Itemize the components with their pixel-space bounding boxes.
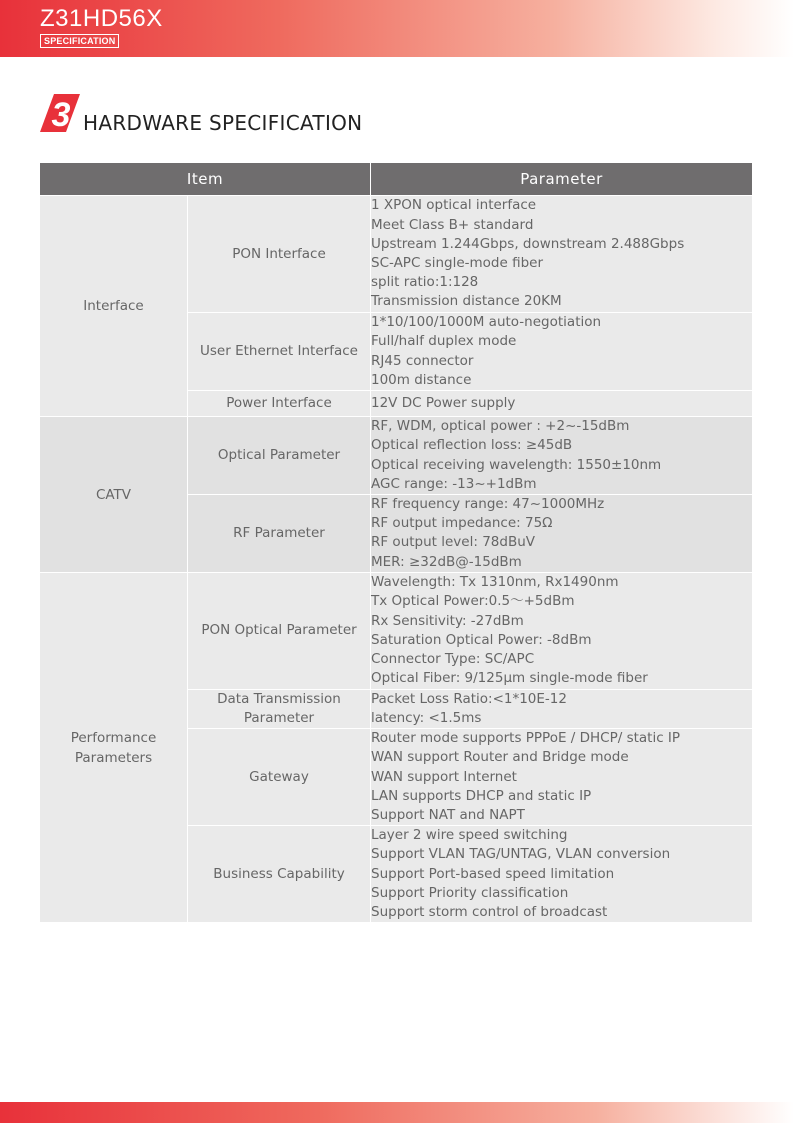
param-line: latency: <1.5ms bbox=[371, 710, 482, 727]
param-line: Tx Optical Power:0.5～+5dBm bbox=[371, 593, 575, 610]
param-line: Upstream 1.244Gbps, downstream 2.488Gbps bbox=[371, 235, 685, 252]
param-line: Support Priority classification bbox=[371, 884, 569, 901]
param-line: RF frequency range: 47~1000MHz bbox=[371, 496, 605, 513]
table-row bbox=[40, 572, 753, 689]
param-line: Rx Sensitivity: -27dBm bbox=[371, 612, 524, 629]
item-user-ethernet-interface: User Ethernet Interface bbox=[188, 313, 371, 391]
param-line: Support VLAN TAG/UNTAG, VLAN conversion bbox=[371, 846, 671, 863]
table-row bbox=[40, 196, 753, 313]
params-user-ethernet-interface bbox=[371, 313, 753, 391]
param-line: WAN support Router and Bridge mode bbox=[371, 749, 629, 766]
params-pon-optical-parameter bbox=[371, 572, 753, 689]
item-business-capability: Business Capability bbox=[188, 826, 371, 923]
params-pon-interface bbox=[371, 196, 753, 313]
param-line: WAN support Internet bbox=[371, 768, 517, 785]
param-line: Router mode supports PPPoE / DHCP/ static IP bbox=[371, 730, 681, 747]
param-line: Full/half duplex mode bbox=[371, 333, 517, 350]
model-name: Z31HD56X bbox=[40, 5, 163, 32]
param-line: Support NAT and NAPT bbox=[371, 807, 525, 824]
item-gateway: Gateway bbox=[188, 729, 371, 826]
table-header-row bbox=[40, 163, 753, 196]
param-line: RF, WDM, optical power : +2~-15dBm bbox=[371, 418, 630, 435]
footer-band bbox=[0, 1102, 794, 1123]
param-line: RF output impedance: 75Ω bbox=[371, 515, 553, 532]
params-business-capability bbox=[371, 826, 753, 923]
param-line: LAN supports DHCP and static IP bbox=[371, 787, 592, 804]
param-line: Support storm control of broadcast bbox=[371, 904, 608, 921]
param-line: Packet Loss Ratio:<1*10E-12 bbox=[371, 690, 567, 707]
param-line: Meet Class B+ standard bbox=[371, 216, 534, 233]
table-row bbox=[40, 417, 753, 495]
item-line: Parameter bbox=[243, 710, 315, 727]
section-title: HARDWARE SPECIFICATION bbox=[83, 111, 363, 135]
param-line: Optical reflection loss: ≥45dB bbox=[371, 437, 573, 454]
category-line: Parameters bbox=[74, 749, 153, 766]
params-power-interface bbox=[371, 391, 753, 417]
params-data-transmission-parameter bbox=[371, 689, 753, 728]
params-gateway bbox=[371, 729, 753, 826]
params-optical-parameter bbox=[371, 417, 753, 495]
specification-tag: SPECIFICATION bbox=[40, 34, 119, 48]
category-interface: Interface bbox=[40, 196, 188, 417]
item-pon-optical-parameter: PON Optical Parameter bbox=[188, 572, 371, 689]
category-performance-parameters bbox=[40, 572, 188, 922]
param-line: Optical receiving wavelength: 1550±10nm bbox=[371, 456, 662, 473]
hardware-spec-table bbox=[39, 162, 753, 923]
param-line: Support Port-based speed limitation bbox=[371, 865, 615, 882]
param-line: Connector Type: SC/APC bbox=[371, 651, 535, 668]
item-power-interface: Power Interface bbox=[188, 391, 371, 417]
item-data-transmission-parameter bbox=[188, 689, 371, 728]
param-line: RF output level: 78dBuV bbox=[371, 534, 535, 551]
param-line: split ratio:1:128 bbox=[371, 274, 479, 291]
param-line: Optical Fiber: 9/125μm single-mode fiber bbox=[371, 670, 648, 687]
category-catv: CATV bbox=[40, 417, 188, 573]
category-line: Performance bbox=[70, 729, 157, 746]
param-line: 1*10/100/1000M auto-negotiation bbox=[371, 314, 602, 331]
param-line: 1 XPON optical interface bbox=[371, 197, 537, 214]
param-line: SC-APC single-mode fiber bbox=[371, 255, 544, 271]
section-number-badge bbox=[40, 94, 80, 132]
item-optical-parameter: Optical Parameter bbox=[188, 417, 371, 495]
params-rf-parameter bbox=[371, 495, 753, 573]
param-line: Layer 2 wire speed switching bbox=[371, 827, 568, 844]
param-line: Wavelength: Tx 1310nm, Rx1490nm bbox=[371, 574, 619, 591]
param-line: AGC range: -13~+1dBm bbox=[371, 475, 537, 492]
param-line: MER: ≥32dB@-15dBm bbox=[371, 553, 522, 570]
section-number-text: 3 bbox=[51, 96, 71, 132]
item-line: Data Transmission bbox=[217, 691, 341, 708]
param-line: Saturation Optical Power: -8dBm bbox=[371, 631, 592, 648]
param-line: Transmission distance 20KM bbox=[371, 293, 562, 310]
header-parameter: Parameter bbox=[371, 163, 753, 196]
param-line: RJ45 connector bbox=[371, 352, 474, 369]
param-line: 100m distance bbox=[371, 371, 472, 388]
param-line: 12V DC Power supply bbox=[371, 395, 516, 411]
item-pon-interface: PON Interface bbox=[188, 196, 371, 313]
item-rf-parameter: RF Parameter bbox=[188, 495, 371, 573]
header-item: Item bbox=[40, 163, 371, 196]
